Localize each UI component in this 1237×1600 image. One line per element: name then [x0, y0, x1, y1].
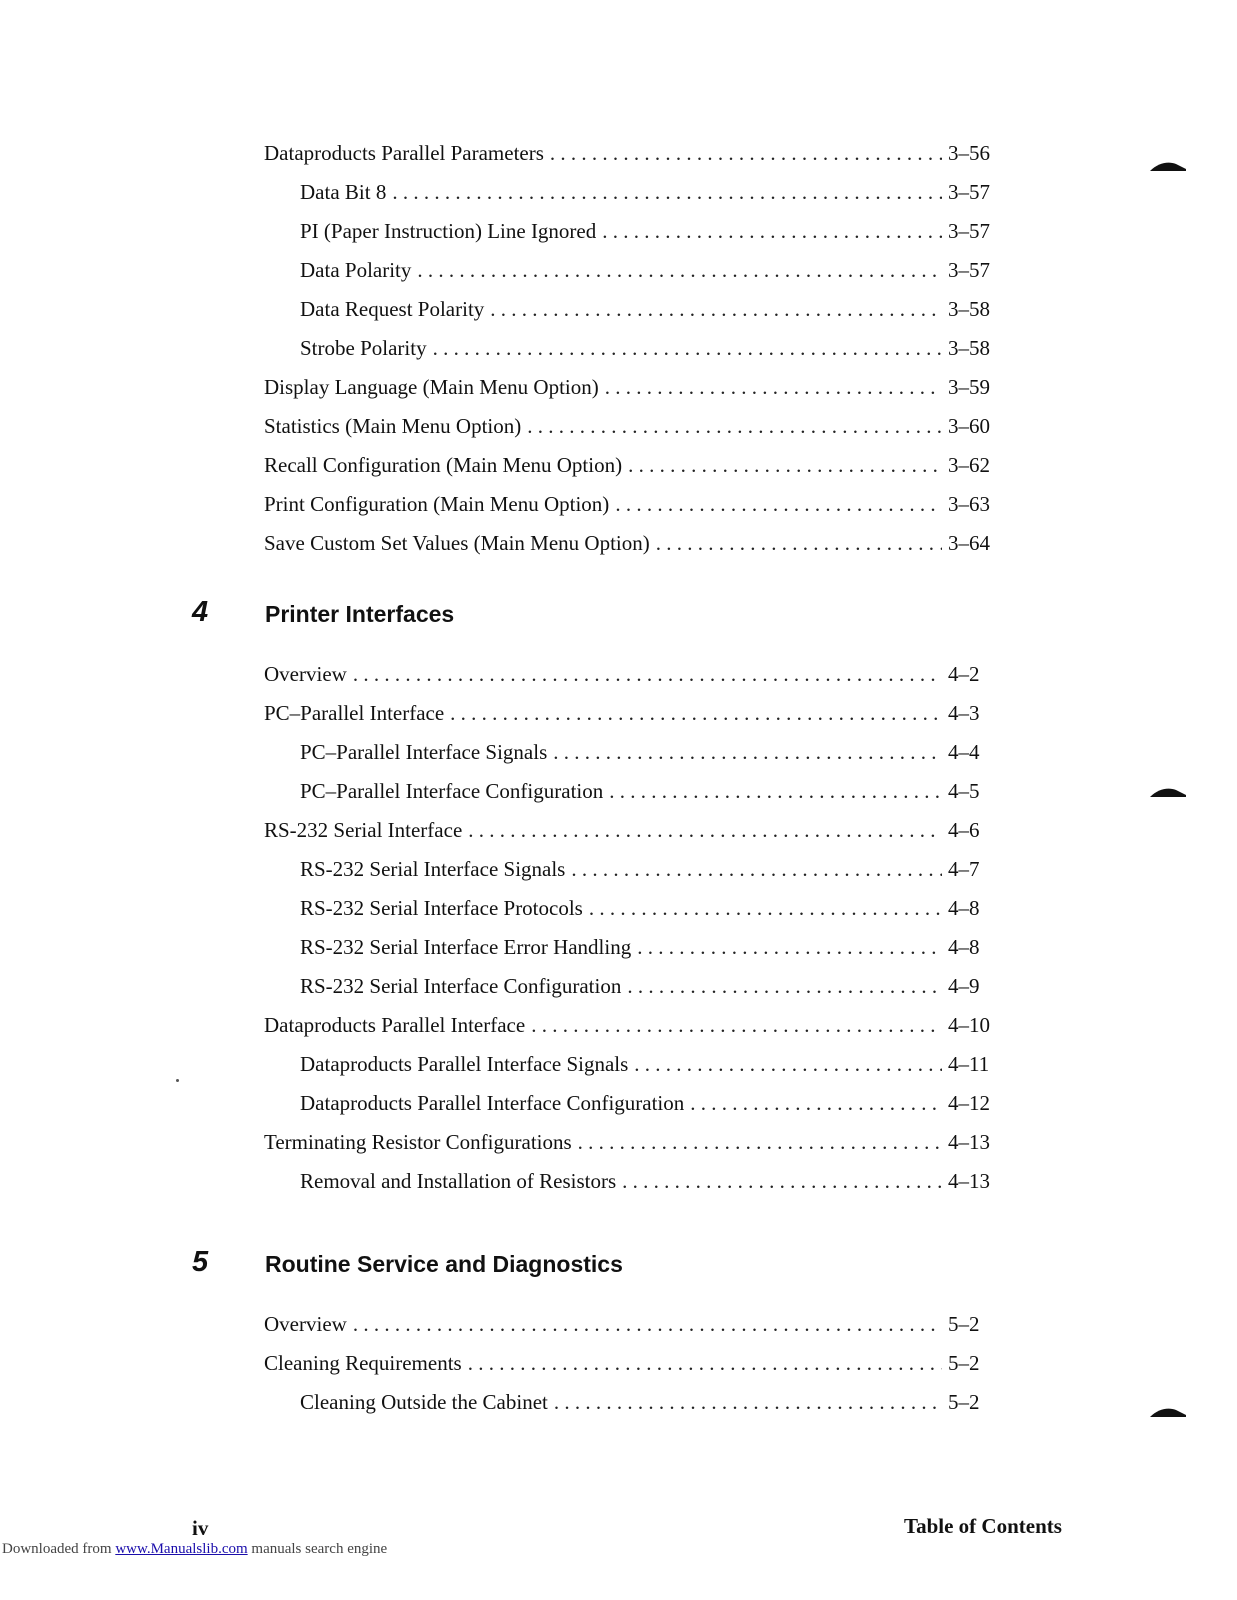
toc-entry[interactable]: [264, 850, 996, 889]
toc-entry[interactable]: [264, 134, 996, 173]
toc-entry[interactable]: [264, 772, 996, 811]
toc-entry-page: 3–63: [948, 492, 990, 516]
footer-page-number: iv: [192, 1516, 209, 1540]
chapter-title: Printer Interfaces: [265, 601, 455, 627]
toc-entry-page: 4–3: [948, 701, 980, 725]
dot-leader: [602, 212, 942, 251]
toc-section-chapter-4: [264, 655, 996, 1201]
toc-entry-title: Removal and Installation of Resistors: [300, 1169, 617, 1193]
toc-entry[interactable]: [264, 1305, 996, 1344]
toc-entry-title: Save Custom Set Values (Main Menu Option): [264, 531, 650, 555]
chapter-number: 4: [192, 596, 209, 628]
dot-leader: [553, 733, 942, 772]
toc-section-chapter-3: [264, 134, 996, 563]
toc-entry-title: Dataproducts Parallel Interface: [264, 1013, 526, 1037]
dot-leader: [468, 811, 942, 850]
toc-entry-title: Data Polarity: [300, 258, 412, 282]
toc-entry-title: Data Request Polarity: [300, 297, 485, 321]
toc-entry-title: PC–Parallel Interface Signals: [300, 740, 548, 764]
toc-entry-title: RS-232 Serial Interface Signals: [300, 857, 566, 881]
dot-leader: [468, 1344, 942, 1383]
toc-entry-title: PI (Paper Instruction) Line Ignored: [300, 219, 597, 243]
toc-entry-title: Strobe Polarity: [300, 336, 427, 360]
toc-entry-title: RS-232 Serial Interface: [264, 818, 463, 842]
download-note: [2, 1541, 387, 1558]
download-note-link[interactable]: www.Manualslib.com: [115, 1541, 248, 1557]
toc-entry-title: Overview: [264, 1312, 347, 1336]
toc-entry-page: 3–58: [948, 336, 990, 360]
dot-leader: [571, 850, 942, 889]
dot-leader: [628, 446, 942, 485]
chapter-title: Routine Service and Diagnostics: [265, 1251, 623, 1277]
chapter-number: 5: [192, 1246, 209, 1278]
dot-leader: [550, 134, 942, 173]
toc-entry[interactable]: [264, 1045, 996, 1084]
toc-entry-title: Print Configuration (Main Menu Option): [264, 492, 610, 516]
toc-entry-page: 5–2: [948, 1390, 980, 1414]
toc-entry-page: 3–64: [948, 531, 990, 555]
toc-entry[interactable]: [264, 446, 996, 485]
toc-entry-page: 3–56: [948, 141, 990, 165]
toc-entry-page: 4–8: [948, 935, 980, 959]
dot-leader: [690, 1084, 942, 1123]
dot-leader: [392, 173, 942, 212]
toc-entry[interactable]: [264, 889, 996, 928]
thumb-tab-marker-icon: [1150, 786, 1186, 798]
dot-leader: [433, 329, 942, 368]
toc-entry[interactable]: [264, 290, 996, 329]
toc-entry-title: Cleaning Requirements: [264, 1351, 462, 1375]
dot-leader: [637, 928, 942, 967]
toc-entry[interactable]: [264, 1344, 996, 1383]
download-note-suffix: manuals search engine: [247, 1541, 388, 1557]
toc-entry-page: 4–10: [948, 1013, 990, 1037]
thumb-tab-marker-icon: [1150, 160, 1186, 172]
toc-entry-page: 4–7: [948, 857, 980, 881]
footer-section-name: Table of Contents: [904, 1514, 1062, 1538]
toc-entry[interactable]: [264, 811, 996, 850]
toc-entry-page: 4–13: [948, 1169, 990, 1193]
dot-leader: [554, 1383, 942, 1422]
toc-entry-title: Overview: [264, 662, 347, 686]
toc-entry-page: 4–9: [948, 974, 980, 998]
toc-entry-title: Statistics (Main Menu Option): [264, 414, 522, 438]
dot-leader: [417, 251, 942, 290]
toc-entry-title: Data Bit 8: [300, 180, 387, 204]
dot-leader: [605, 368, 942, 407]
toc-entry-title: Dataproducts Parallel Parameters: [264, 141, 544, 165]
toc-entry[interactable]: [264, 485, 996, 524]
toc-entry-page: 3–59: [948, 375, 990, 399]
download-note-prefix: Downloaded from: [2, 1541, 116, 1557]
toc-entry-title: Dataproducts Parallel Interface Signals: [300, 1052, 629, 1076]
toc-entry[interactable]: [264, 251, 996, 290]
toc-entry-title: PC–Parallel Interface Configuration: [300, 779, 604, 803]
toc-entry-page: 3–57: [948, 180, 990, 204]
toc-entry[interactable]: [264, 733, 996, 772]
toc-entry[interactable]: [264, 967, 996, 1006]
dot-leader: [353, 1305, 942, 1344]
toc-entry[interactable]: [264, 694, 996, 733]
dot-leader: [627, 967, 942, 1006]
toc-entry-page: 5–2: [948, 1351, 980, 1375]
dot-leader: [634, 1045, 942, 1084]
toc-entry-title: PC–Parallel Interface: [264, 701, 445, 725]
toc-entry-page: 4–6: [948, 818, 980, 842]
toc-entry[interactable]: [264, 212, 996, 251]
toc-entry[interactable]: [264, 329, 996, 368]
toc-entry-title: RS-232 Serial Interface Configuration: [300, 974, 622, 998]
toc-entry-page: 4–4: [948, 740, 980, 764]
toc-entry[interactable]: [264, 1123, 996, 1162]
toc-entry-title: Dataproducts Parallel Interface Configuration: [300, 1091, 685, 1115]
toc-entry-page: 3–60: [948, 414, 990, 438]
dot-leader: [656, 524, 942, 563]
toc-entry-page: 3–62: [948, 453, 990, 477]
toc-entry[interactable]: [264, 1383, 996, 1422]
dot-leader: [615, 485, 942, 524]
dot-leader: [531, 1006, 942, 1045]
toc-entry-page: 5–2: [948, 1312, 980, 1336]
dot-leader: [589, 889, 942, 928]
dot-leader: [578, 1123, 942, 1162]
toc-entry-title: Terminating Resistor Configurations: [264, 1130, 572, 1154]
toc-entry-title: RS-232 Serial Interface Error Handling: [300, 935, 632, 959]
toc-entry[interactable]: [264, 368, 996, 407]
toc-entry[interactable]: [264, 928, 996, 967]
toc-entry-title: Recall Configuration (Main Menu Option): [264, 453, 623, 477]
toc-entry-page: 4–13: [948, 1130, 990, 1154]
toc-entry-page: 4–8: [948, 896, 980, 920]
toc-entry-page: 4–2: [948, 662, 980, 686]
dot-leader: [490, 290, 942, 329]
dot-leader: [450, 694, 942, 733]
toc-entry-page: 3–58: [948, 297, 990, 321]
toc-entry[interactable]: [264, 407, 996, 446]
toc-entry-page: 4–11: [948, 1052, 990, 1076]
dot-leader: [622, 1162, 942, 1201]
toc-entry[interactable]: [264, 173, 996, 212]
toc-entry[interactable]: [264, 655, 996, 694]
toc-entry-page: 4–5: [948, 779, 980, 803]
toc-entry[interactable]: [264, 1084, 996, 1123]
scan-speck: [176, 1079, 179, 1082]
toc-entry-title: Cleaning Outside the Cabinet: [300, 1390, 548, 1414]
toc-entry[interactable]: [264, 1006, 996, 1045]
toc-entry-title: RS-232 Serial Interface Protocols: [300, 896, 583, 920]
dot-leader: [609, 772, 942, 811]
thumb-tab-marker-icon: [1150, 1406, 1186, 1418]
toc-entry[interactable]: [264, 1162, 996, 1201]
toc-section-chapter-5: [264, 1305, 996, 1422]
toc-entry-page: 3–57: [948, 258, 990, 282]
dot-leader: [353, 655, 942, 694]
toc-entry-page: 4–12: [948, 1091, 990, 1115]
dot-leader: [527, 407, 942, 446]
toc-entry-title: Display Language (Main Menu Option): [264, 375, 599, 399]
toc-entry-page: 3–57: [948, 219, 990, 243]
toc-entry[interactable]: [264, 524, 996, 563]
